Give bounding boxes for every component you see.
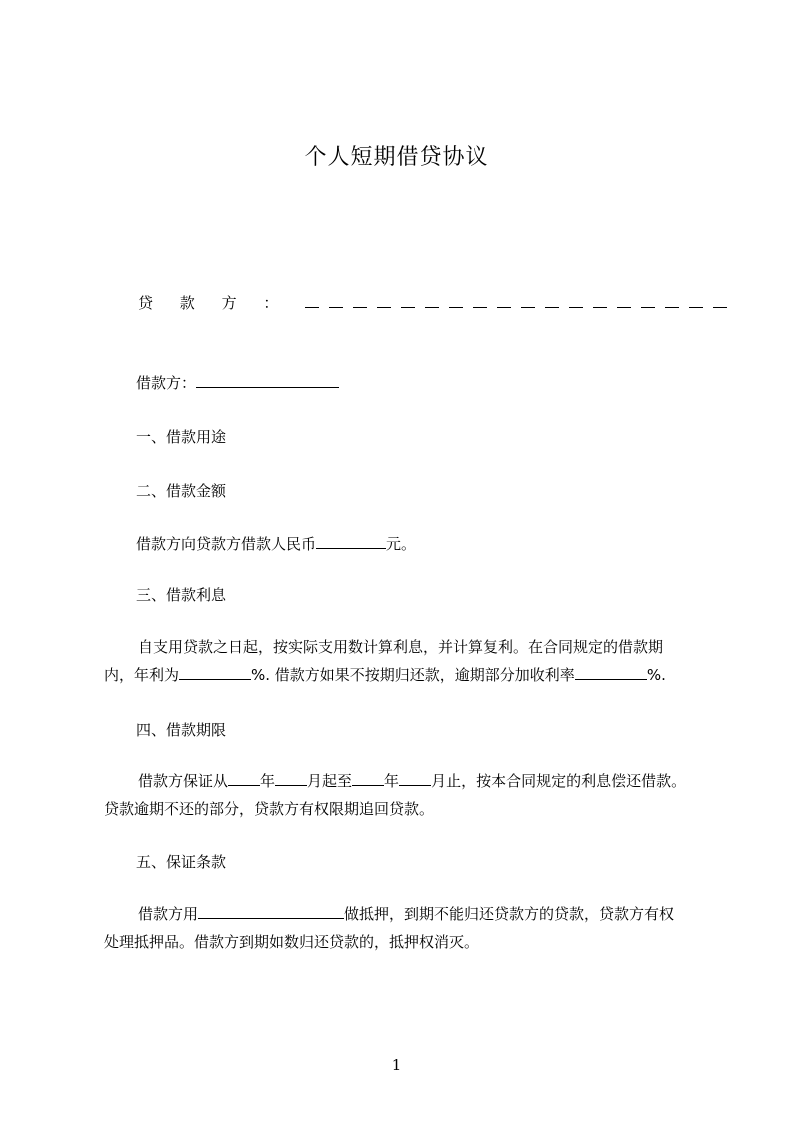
document-title: 个人短期借贷协议 <box>304 145 489 170</box>
text-fragment: 内，年利为 <box>104 666 180 684</box>
blank-dash <box>353 297 367 308</box>
penalty-rate-blank <box>575 665 647 680</box>
borrower-label: 借款方： <box>136 374 197 392</box>
lender-blank <box>305 294 737 312</box>
end-year-blank <box>352 771 384 786</box>
paragraph-line: 处理抵押品。借款方到期如数归还贷款的，抵押权消灭。 <box>104 933 480 951</box>
term-paragraph <box>104 767 704 823</box>
text-fragment: 借款方向贷款方借款人民币 <box>136 535 317 553</box>
start-year-blank <box>228 771 260 786</box>
borrower-blank <box>196 373 339 388</box>
section-heading: 三、借款利息 <box>136 586 227 604</box>
guarantee-paragraph <box>104 900 704 956</box>
text-fragment: 月起至 <box>307 772 353 790</box>
blank-dash <box>593 297 607 308</box>
lender-label-char: 贷 <box>138 294 154 312</box>
text-fragment: 年 <box>260 772 276 790</box>
blank-dash <box>425 297 439 308</box>
blank-dash <box>473 297 487 308</box>
text-fragment: 元。 <box>386 535 417 553</box>
paragraph-line <box>104 900 704 928</box>
rate-blank <box>179 665 251 680</box>
blank-dash <box>641 297 655 308</box>
blank-dash <box>545 297 559 308</box>
blank-dash <box>449 297 463 308</box>
text-fragment: 年 <box>384 772 400 790</box>
text-fragment: %. <box>646 666 666 684</box>
section-heading: 二、借款金额 <box>136 482 227 500</box>
lender-label-char: ： <box>263 294 279 312</box>
blank-dash <box>305 297 319 308</box>
blank-dash <box>617 297 631 308</box>
section-heading: 四、借款期限 <box>136 721 227 739</box>
end-month-blank <box>399 771 431 786</box>
loan-amount-line <box>136 533 736 554</box>
text-fragment: 月止，按本合同规定的利息偿还借款。 <box>431 772 687 790</box>
paragraph-line: 贷款逾期不还的部分，贷款方有权限期追回贷款。 <box>104 800 435 818</box>
collateral-blank <box>198 904 344 919</box>
page-number: 1 <box>391 1056 402 1074</box>
blank-dash <box>665 297 679 308</box>
blank-dash <box>497 297 511 308</box>
paragraph-line <box>104 661 704 689</box>
section-heading: 五、保证条款 <box>136 853 227 871</box>
blank-dash <box>521 297 535 308</box>
text-fragment: 借款方保证从 <box>138 772 229 790</box>
start-month-blank <box>275 771 307 786</box>
text-fragment: %. 借款方如果不按期归还款，逾期部分加收利率 <box>251 666 575 684</box>
section-heading: 一、借款用途 <box>136 428 227 446</box>
blank-dash <box>713 297 727 308</box>
blank-dash <box>377 297 391 308</box>
interest-paragraph <box>104 633 704 689</box>
paragraph-line: 自支用贷款之日起，按实际支用数计算利息，并计算复利。在合同规定的借款期 <box>138 638 664 656</box>
paragraph-line <box>104 767 704 795</box>
amount-blank <box>316 534 386 549</box>
blank-dash <box>401 297 415 308</box>
lender-label-char: 方 <box>221 294 237 312</box>
text-fragment: 借款方用 <box>138 905 199 923</box>
lender-label-char: 款 <box>179 294 195 312</box>
blank-dash <box>689 297 703 308</box>
borrower-line <box>136 372 736 393</box>
blank-dash <box>329 297 343 308</box>
lender-line <box>138 292 738 313</box>
blank-dash <box>569 297 583 308</box>
text-fragment: 做抵押，到期不能归还贷款方的贷款，贷款方有权 <box>344 905 675 923</box>
